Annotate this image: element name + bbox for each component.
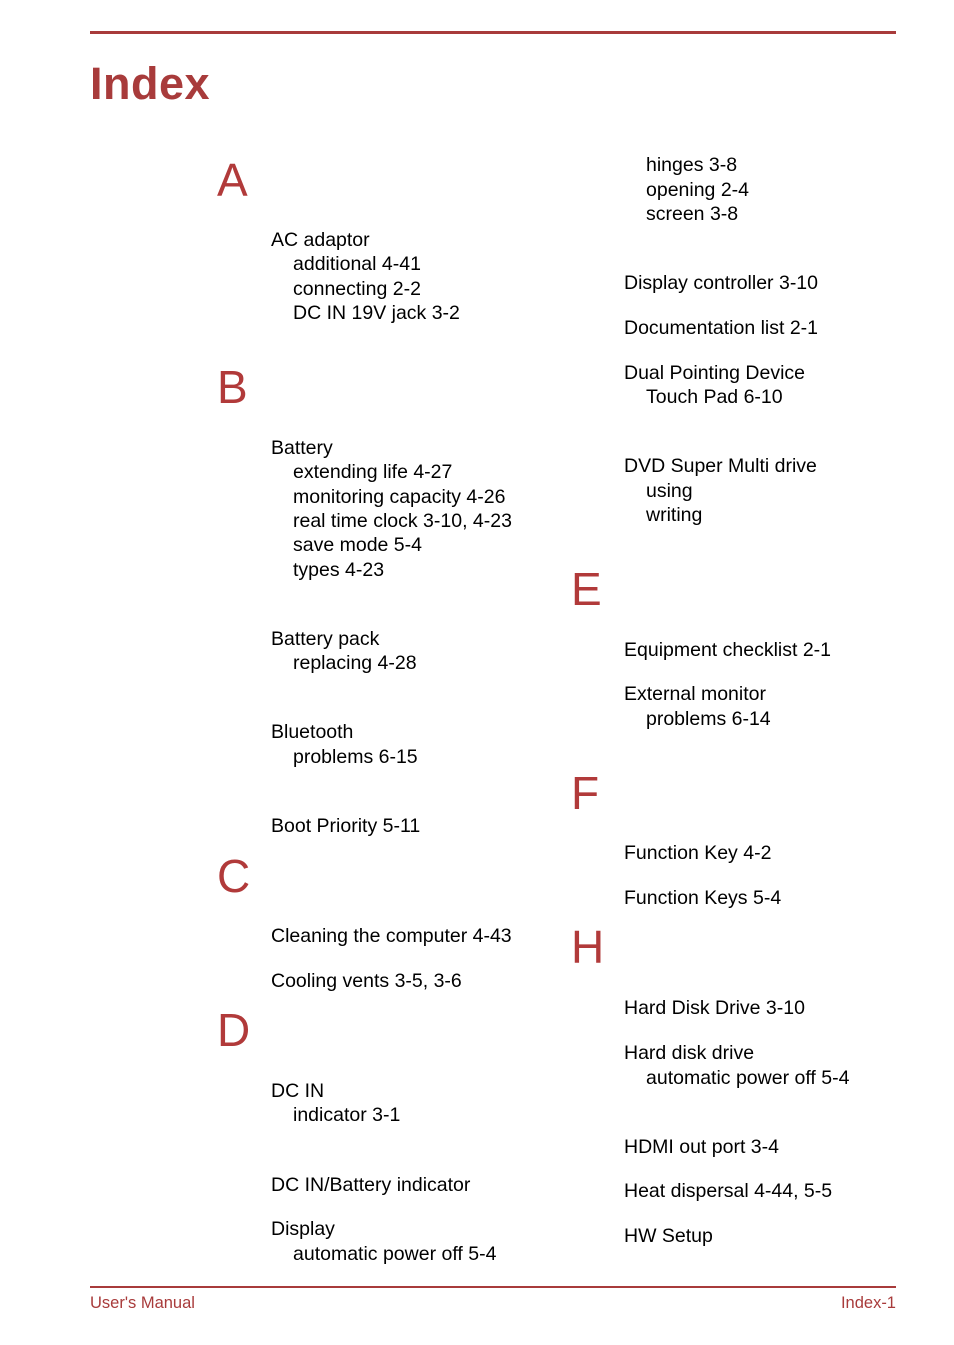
index-entry-dc-in-battery: DC IN/Battery indicator [271, 1174, 471, 1196]
section-letter-e: E [571, 563, 602, 615]
section-letter-c: C [217, 850, 251, 902]
index-subentry: problems 6-15 [293, 746, 418, 768]
index-subentry: automatic power off 5-4 [293, 1243, 497, 1265]
index-subentry: extending life 4-27 [293, 461, 453, 483]
index-entry-battery-pack: Battery pack [271, 628, 380, 650]
index-subentry: indicator 3-1 [293, 1104, 401, 1126]
index-entry-heat-dispersal: Heat dispersal 4-44, 5-5 [624, 1180, 833, 1202]
index-subentry: screen 3-8 [646, 203, 739, 225]
index-subentry: types 4-23 [293, 559, 385, 581]
index-entry-documentation-list: Documentation list 2-1 [624, 317, 819, 339]
index-entry-display: Display [271, 1218, 335, 1240]
footer-manual-title: User's Manual [90, 1294, 195, 1312]
section-letter-h: H [571, 921, 605, 973]
header-rule [90, 31, 896, 34]
index-subentry: DC IN 19V jack 3-2 [293, 302, 460, 324]
index-subentry: writing [646, 504, 703, 526]
index-entry-function-key: Function Key 4-2 [624, 842, 772, 864]
index-subentry: connecting 2-2 [293, 278, 421, 300]
index-subentry: monitoring capacity 4-26 [293, 486, 506, 508]
index-entry-equipment-checklist: Equipment checklist 2-1 [624, 639, 832, 661]
index-entry-external-monitor: External monitor [624, 683, 766, 705]
page-title: Index [90, 58, 211, 109]
index-entry-function-keys: Function Keys 5-4 [624, 887, 782, 909]
index-subentry: automatic power off 5-4 [646, 1067, 850, 1089]
index-subentry: save mode 5-4 [293, 534, 422, 556]
section-letter-b: B [217, 361, 248, 413]
section-letter-a: A [217, 154, 248, 206]
index-entry-battery: Battery [271, 437, 333, 459]
section-letter-d: D [217, 1004, 251, 1056]
index-entry-hard-disk-drive: Hard Disk Drive 3-10 [624, 997, 805, 1019]
index-entry-dual-pointing: Dual Pointing Device [624, 362, 806, 384]
index-subentry: replacing 4-28 [293, 652, 417, 674]
index-entry-ac-adaptor: AC adaptor [271, 229, 370, 251]
index-entry-cooling-vents: Cooling vents 3-5, 3-6 [271, 970, 462, 992]
index-entry-bluetooth: Bluetooth [271, 721, 354, 743]
index-subentry: using [646, 480, 693, 502]
index-entry-cleaning: Cleaning the computer 4-43 [271, 925, 512, 947]
index-entry-dc-in: DC IN [271, 1080, 325, 1102]
index-subentry: opening 2-4 [646, 179, 750, 201]
footer-rule [90, 1286, 896, 1288]
section-letter-f: F [571, 767, 600, 819]
index-entry-boot-priority: Boot Priority 5-11 [271, 815, 421, 837]
index-entry-dvd: DVD Super Multi drive [624, 455, 817, 477]
index-subentry: additional 4-41 [293, 253, 421, 275]
index-subentry: problems 6-14 [646, 708, 771, 730]
index-subentry: hinges 3-8 [646, 154, 738, 176]
index-entry-hw-setup: HW Setup [624, 1225, 713, 1247]
index-entry-hdmi: HDMI out port 3-4 [624, 1136, 779, 1158]
index-subentry: Touch Pad 6-10 [646, 386, 783, 408]
index-entry-display-controller: Display controller 3-10 [624, 272, 819, 294]
footer-page-number: Index-1 [840, 1294, 896, 1312]
index-entry-hard-disk-drive-2: Hard disk drive [624, 1042, 755, 1064]
index-subentry: real time clock 3-10, 4-23 [293, 510, 512, 532]
